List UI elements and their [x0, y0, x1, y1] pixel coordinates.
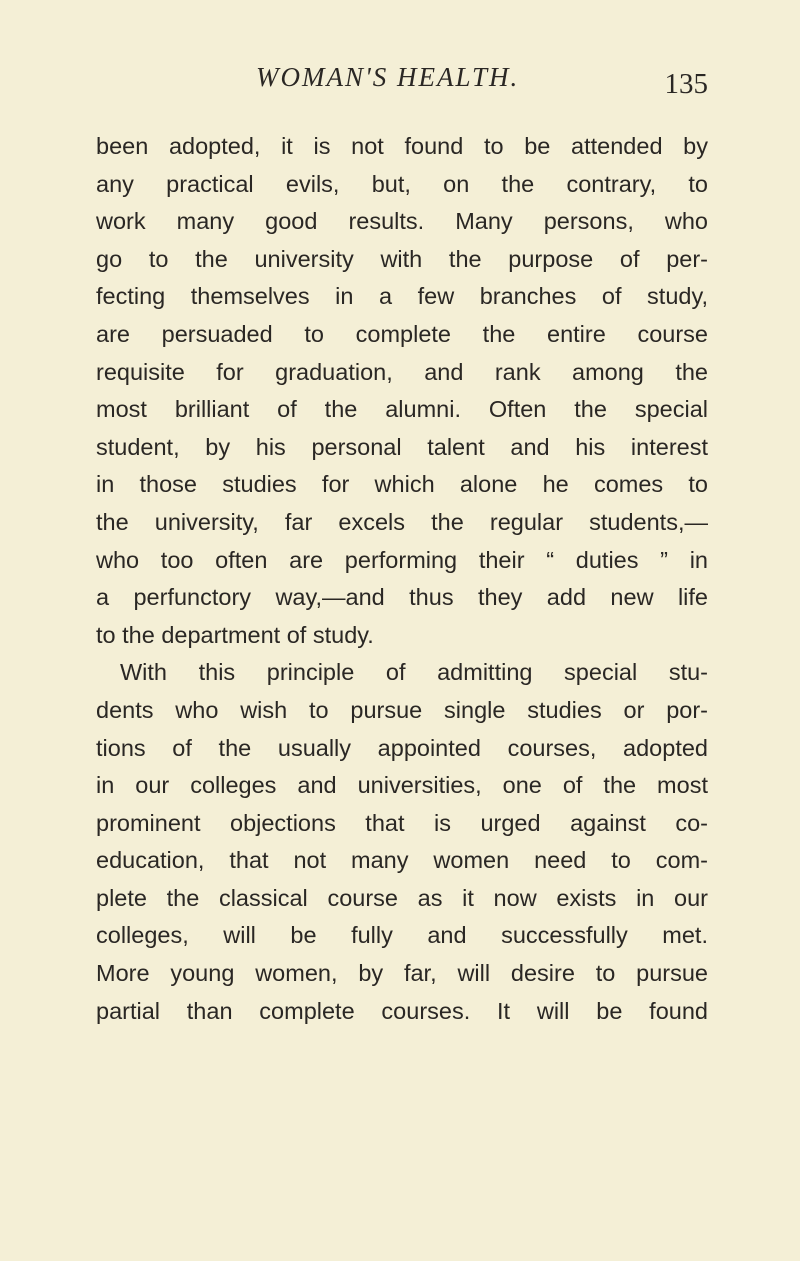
text-line: in our colleges and universities, one of the most: [96, 772, 708, 799]
text-line: who too often are performing their “ duties ” in: [96, 546, 708, 573]
body-text: [96, 128, 708, 1030]
text-line: most brilliant of the alumni. Often the special: [96, 396, 708, 423]
paragraph-start-line: With this principle of admitting special stu-: [120, 659, 708, 686]
text-line: More young women, by far, will desire to pursue: [96, 960, 708, 987]
page-number: 135: [664, 68, 708, 100]
text-line: partial than complete courses. It will be found: [96, 997, 708, 1024]
text-line: go to the university with the purpose of per-: [96, 245, 708, 272]
running-title: WOMAN'S HEALTH.: [256, 62, 520, 92]
text-line: the university, far excels the regular students,—: [96, 508, 708, 535]
text-line: any practical evils, but, on the contrary, to: [96, 170, 708, 197]
text-line: requisite for graduation, and rank among the: [96, 358, 708, 385]
text-line: colleges, will be fully and successfully met.: [96, 922, 708, 949]
text-line: are persuaded to complete the entire course: [96, 320, 708, 347]
text-line: dents who wish to pursue single studies or por-: [96, 696, 708, 723]
text-line: education, that not many women need to com-: [96, 847, 708, 874]
text-line: a perfunctory way,—and thus they add new life: [96, 584, 708, 611]
text-line: prominent objections that is urged against co-: [96, 809, 708, 836]
text-line: tions of the usually appointed courses, adopted: [96, 734, 708, 761]
text-line: student, by his personal talent and his interest: [96, 433, 708, 460]
text-line: work many good results. Many persons, who: [96, 208, 708, 235]
paragraph-end-line: to the department of study.: [96, 621, 374, 648]
text-line: in those studies for which alone he comes to: [96, 471, 708, 498]
text-line: been adopted, it is not found to be attended by: [96, 133, 708, 159]
running-head: [96, 58, 708, 108]
text-line: fecting themselves in a few branches of study,: [96, 283, 708, 310]
text-line: plete the classical course as it now exists in our: [96, 884, 708, 911]
